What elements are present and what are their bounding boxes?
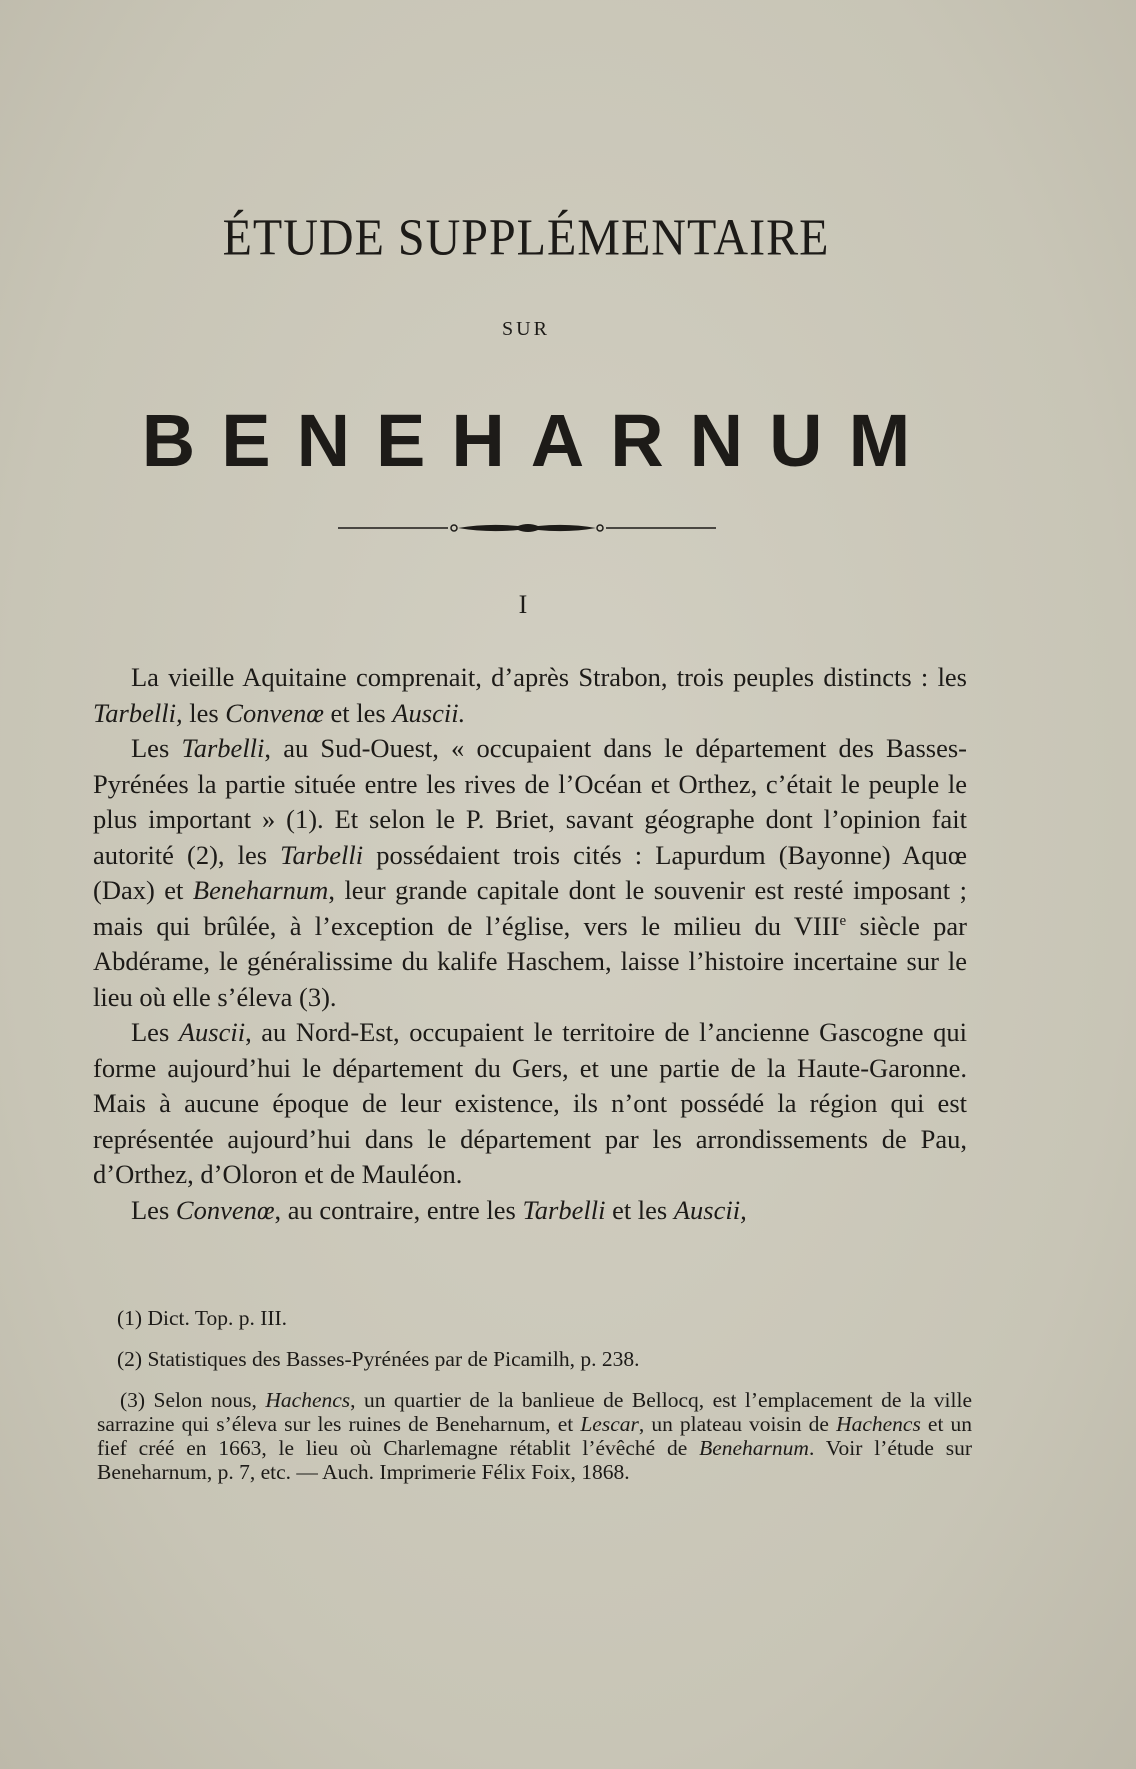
footnote-2: (2) Statistiques des Basses-Pyrénées par de Picamilh, p. 238.	[117, 1347, 640, 1371]
body-text	[93, 660, 967, 1228]
footnote-1: (1) Dict. Top. p. III.	[117, 1306, 288, 1330]
paragraph: Les Tarbelli, au Sud-Ouest, « occupaient dans le département des Basses-Pyrénées la partie située entre les rives de l’Océan et Orthez, c’était le peuple le plus important » (1). Et selon le P. Briet, savant géographe dont l’opinion fait autorité (2), les Tarbelli possédaient trois cités : Lapurdum (Bayonne) Aquœ (Dax) et Beneharnum, leur grande capitale dont le souvenir est resté imposant ; mais qui brûlée, à l’exception de l’église, vers le milieu du VIIIe siècle par Abdérame, le généralissime du kalife Haschem, laisse l’histoire incertaine sur le lieu où elle s’éleva (3).	[93, 733, 968, 1012]
title-connector: SUR	[502, 318, 550, 340]
section-number: I	[518, 590, 528, 619]
paragraph: La vieille Aquitaine comprenait, d’après Strabon, trois peuples distincts : les Tarbelli, les Convenœ et les Auscii.	[93, 662, 967, 728]
page-title: ÉTUDE SUPPLÉMENTAIRE	[222, 209, 830, 267]
paragraph: Les Auscii, au Nord-Est, occupaient le territoire de l’ancienne Gascogne qui forme aujourd’hui le département du Gers, et une partie de la Haute-Garonne. Mais à aucune époque de leur existence, ils n’ont possédé la région qui est représentée aujourd’hui dans le département par les arrondissements de Pau, d’Orthez, d’Oloron et de Mauléon.	[93, 1017, 967, 1189]
ornament-divider-icon	[338, 518, 716, 538]
paragraph: Les Convenœ, au contraire, entre les Tarbelli et les Auscii,	[131, 1194, 747, 1225]
footnote-3: (3) Selon nous, Hachencs, un quartier de la banlieue de Bellocq, est l’emplacement de la ville sarrazine qui s’éleva sur les ruines de Beneharnum, et Lescar, un plateau voisin de Hachencs et un fief créé en 1663, le lieu où Charlemagne rétablit l’évêché de Beneharnum. Voir l’étude sur Beneharnum, p. 7, etc. — Auch. Imprimerie Félix Foix, 1868.	[97, 1388, 973, 1484]
main-title: BENEHARNUM	[141, 399, 937, 482]
